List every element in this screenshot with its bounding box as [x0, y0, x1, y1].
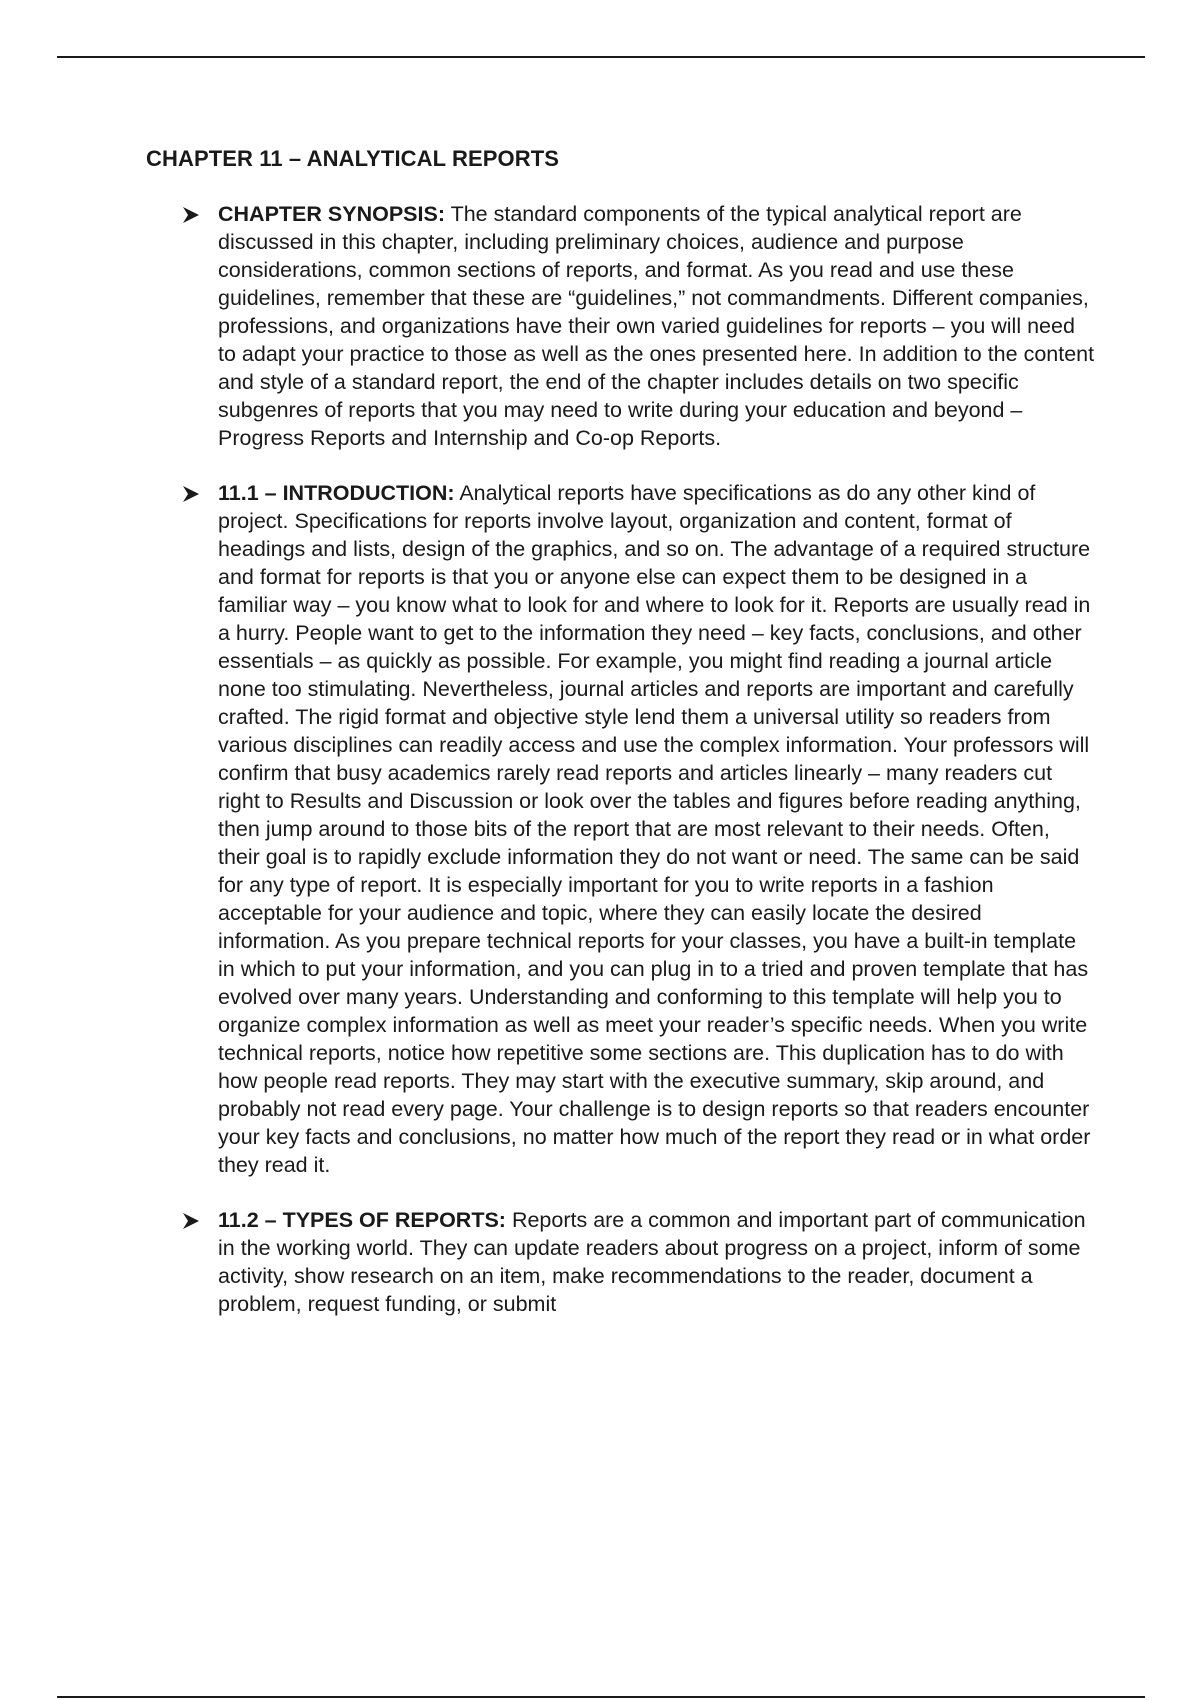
- chapter-title: CHAPTER 11 – ANALYTICAL REPORTS: [146, 146, 560, 171]
- arrow-bullet-icon: [182, 1212, 200, 1230]
- section-heading: CHAPTER SYNOPSIS:: [218, 202, 445, 226]
- section-types-of-reports: [146, 1206, 1096, 1318]
- section-heading: 11.2 – TYPES OF REPORTS:: [218, 1208, 506, 1232]
- footer-rule: [57, 1696, 1145, 1698]
- section-synopsis: [146, 200, 1096, 452]
- section-heading: 11.1 – INTRODUCTION:: [218, 481, 455, 505]
- arrow-bullet-icon: [182, 206, 200, 224]
- chapter-sections: [146, 200, 1096, 1318]
- header-rule: [57, 56, 1145, 58]
- section-text: Analytical reports have specifications as do any other kind of project. Specifications for reports involve layout, organization and content, format of headings and lists, design of the graphics, and so on. The advantage of a required structure and format for reports is that you or anyone else can expect them to be designed in a familiar way – you know what to look for and where to look for it. Reports are usually read in a hurry. People want to get to the information they need – key facts, conclusions, and other essentials – as quickly as possible. For example, you might find reading a journal article none too stimulating. Nevertheless, journal articles and reports are important and carefully crafted. The rigid format and objective style lend them a universal utility so readers from various disciplines can readily access and use the complex information. Your professors will confirm that busy academics rarely read reports and articles linearly – many readers cut right to Results and Discussion or look over the tables and figures before reading anything, then jump around to those bits of the report that are most relevant to their needs. Often, their goal is to rapidly exclude information they do not want or need. The same can be said for any type of report. It is especially important for you to write reports in a fashion acceptable for your audience and topic, where they can easily locate the desired information. As you prepare technical reports for your classes, you have a built-in template in which to put your information, and you can plug in to a tried and proven template that has evolved over many years. Understanding and conforming to this template will help you to organize complex information as well as meet your reader’s specific needs. When you write technical reports, notice how repetitive some sections are. This duplication has to do with how people read reports. They may start with the executive summary, skip around, and probably not read every page. Your challenge is to design reports so that readers encounter your key facts and conclusions, no matter how much of the report they read or in what order they read it.: [218, 481, 1091, 1177]
- section-introduction: [146, 479, 1096, 1179]
- arrow-bullet-icon: [182, 485, 200, 503]
- section-text: The standard components of the typical analytical report are discussed in this chapter, including preliminary choices, audience and purpose considerations, common sections of reports, and format. As you read and use these guidelines, remember that these are “guidelines,” not commandments. Different companies, professions, and organizations have their own varied guidelines for reports – you will need to adapt your practice to those as well as the ones presented here. In addition to the content and style of a standard report, the end of the chapter includes details on two specific subgenres of reports that you may need to write during your education and beyond – Progress Reports and Internship and Co-op Reports.: [218, 202, 1095, 450]
- section-text: Reports are a common and important part of communication in the working world. They can update readers about progress on a project, inform of some activity, show research on an item, make recommendations to the reader, document a problem, request funding, or submit: [218, 1208, 1086, 1316]
